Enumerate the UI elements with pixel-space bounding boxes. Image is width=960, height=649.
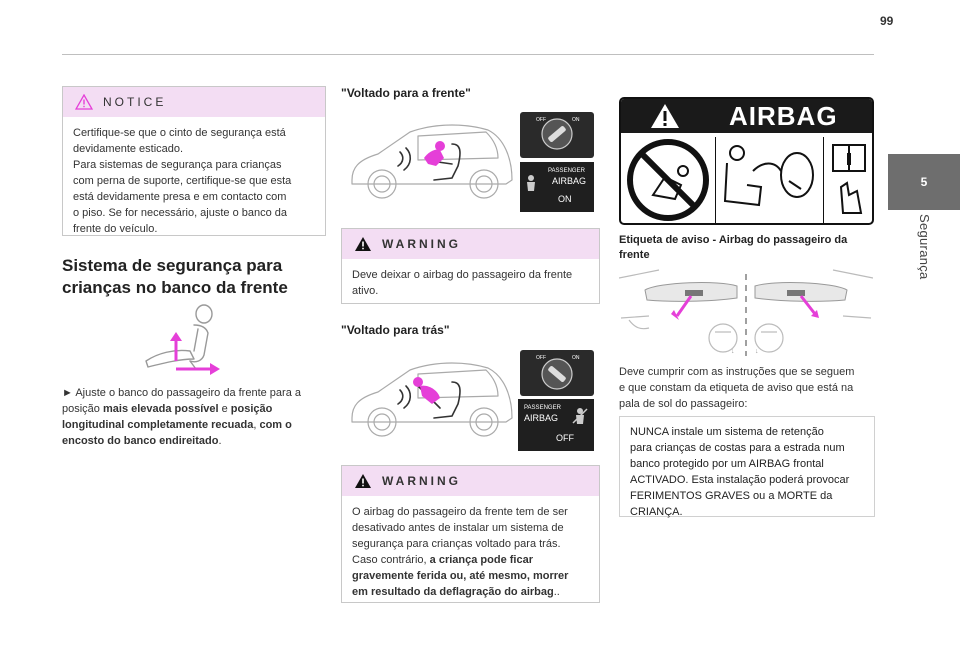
svg-text:↓: ↓ xyxy=(731,348,735,355)
notice-text xyxy=(63,117,325,245)
notice-box xyxy=(62,86,326,236)
warning-triangle-icon xyxy=(649,102,681,130)
adjust-joiner: , xyxy=(253,419,260,431)
svg-text:OFF: OFF xyxy=(536,117,546,123)
notice-title: NOTICE xyxy=(103,95,167,109)
label-caption xyxy=(619,233,879,263)
warning-line: Deve deixar o airbag do passageiro da frente xyxy=(352,269,573,281)
passenger-airbag-icon xyxy=(572,407,588,425)
car-rear-seat-icon xyxy=(348,356,516,442)
adjust-bold-position: posição longitudinal completamente recuada xyxy=(62,403,273,431)
instruction-line: Deve cumprir com as instruções que se seguem xyxy=(619,366,855,378)
notice-line: frente do veículo. xyxy=(73,223,158,235)
airbag-switch-icon xyxy=(520,350,594,396)
label-note-box xyxy=(619,416,875,517)
notice-header xyxy=(63,87,325,117)
forward-title: "Voltado para a frente" xyxy=(341,86,471,100)
rear-title: "Voltado para trás" xyxy=(341,323,450,337)
adjust-joiner: e xyxy=(218,403,231,415)
svg-text:OFF: OFF xyxy=(536,355,546,361)
indicator-label: PASSENGER xyxy=(524,405,561,411)
warning-line: desativado antes de instalar um sistema de xyxy=(352,522,564,534)
warning-header xyxy=(342,466,599,496)
indicator-label: PASSENGER xyxy=(548,168,585,174)
warning-text xyxy=(342,259,599,307)
warning-line: Caso contrário, xyxy=(352,554,430,566)
label-instruction xyxy=(619,364,881,412)
svg-text:↓: ↓ xyxy=(755,348,759,355)
warning-bold: em resultado da deflagração do airbag xyxy=(352,586,554,598)
chapter-tab[interactable]: 5 xyxy=(888,154,960,210)
adjust-bold-height: mais elevada possível xyxy=(102,403,219,415)
adjust-bold-backrest: com o encosto do banco endireitado xyxy=(62,419,292,447)
manual-read-icon xyxy=(829,143,869,219)
warning-triangle-icon xyxy=(354,473,372,489)
warning-text xyxy=(342,496,599,608)
passenger-airbag-icon xyxy=(524,174,538,192)
top-divider xyxy=(62,54,874,55)
airbag-deploy-icon xyxy=(719,141,819,219)
warning-title: WARNING xyxy=(382,474,461,488)
car-forward-seat-icon xyxy=(348,118,516,204)
warning-title: WARNING xyxy=(382,237,461,251)
caption-line: Etiqueta de aviso - Airbag do passageiro da xyxy=(619,234,848,246)
indicator-label: AIRBAG xyxy=(552,176,587,186)
adjust-instruction xyxy=(62,385,328,449)
svg-text:ON: ON xyxy=(572,117,580,123)
notice-line: o piso. Se for necessário, ajuste o banco da xyxy=(73,207,288,219)
warning-header xyxy=(342,229,599,259)
label-banner: AIRBAG xyxy=(729,101,838,131)
note-line: banco protegido por um AIRBAG frontal xyxy=(630,458,824,470)
note-line: NUNCA instale um sistema de retenção xyxy=(630,426,824,438)
indicator-label: AIRBAG xyxy=(524,413,559,423)
indicator-state: ON xyxy=(558,194,572,204)
page-number: 99 xyxy=(880,14,894,28)
note-line: FERIMENTOS GRAVES ou a MORTE da xyxy=(630,490,833,502)
svg-text:ON: ON xyxy=(572,355,580,361)
instruction-line: pala de sol do passageiro: xyxy=(619,398,748,410)
sun-visor-icon xyxy=(619,268,873,356)
notice-line: devidamente esticado. xyxy=(73,143,184,155)
airbag-switch-icon xyxy=(520,112,594,158)
indicator-state: OFF xyxy=(556,433,574,443)
note-line: para crianças de costas para a estrada num xyxy=(630,442,845,454)
notice-line: com perna de suporte, certifique-se que esta xyxy=(73,175,292,187)
chapter-title: Segurança xyxy=(917,214,932,280)
section-title xyxy=(62,255,332,299)
note-line: ACTIVADO. Esta instalação poderá provocar xyxy=(630,474,850,486)
warning-triangle-icon xyxy=(354,236,372,252)
airbag-indicator-on xyxy=(520,162,594,212)
warning-end: .. xyxy=(553,586,560,598)
airbag-indicator-off xyxy=(518,399,594,451)
forward-warning-box xyxy=(341,228,600,304)
adjust-lead: ► Ajuste o banco do passageiro da frente para a posição xyxy=(62,387,301,415)
rear-warning-box xyxy=(341,465,600,603)
warning-bold: gravemente ferida ou, até mesmo, morrer xyxy=(352,570,569,582)
warning-line: O airbag do passageiro da frente tem de ser xyxy=(352,506,568,518)
notice-line: Certifique-se que o cinto de segurança está xyxy=(73,127,286,139)
notice-line: está devidamente presa e em contacto com xyxy=(73,191,287,203)
no-rear-seat-icon xyxy=(625,137,711,223)
section-title-line: crianças no banco da frente xyxy=(62,278,288,297)
adjust-end: . xyxy=(218,435,222,447)
warning-triangle-icon xyxy=(75,94,93,110)
warning-line: segurança para crianças voltado para trás. xyxy=(352,538,561,550)
note-line: CRIANÇA. xyxy=(630,506,683,518)
airbag-label-icon xyxy=(619,97,874,225)
instruction-line: e que constam da etiqueta de aviso que está na xyxy=(619,382,854,394)
seat-arrows-icon xyxy=(138,303,238,375)
notice-line: Para sistemas de segurança para crianças xyxy=(73,159,282,171)
section-title-line: Sistema de segurança para xyxy=(62,256,283,275)
caption-line: frente xyxy=(619,249,650,261)
warning-line: ativo. xyxy=(352,285,379,297)
warning-bold: a criança pode ficar xyxy=(429,554,533,566)
